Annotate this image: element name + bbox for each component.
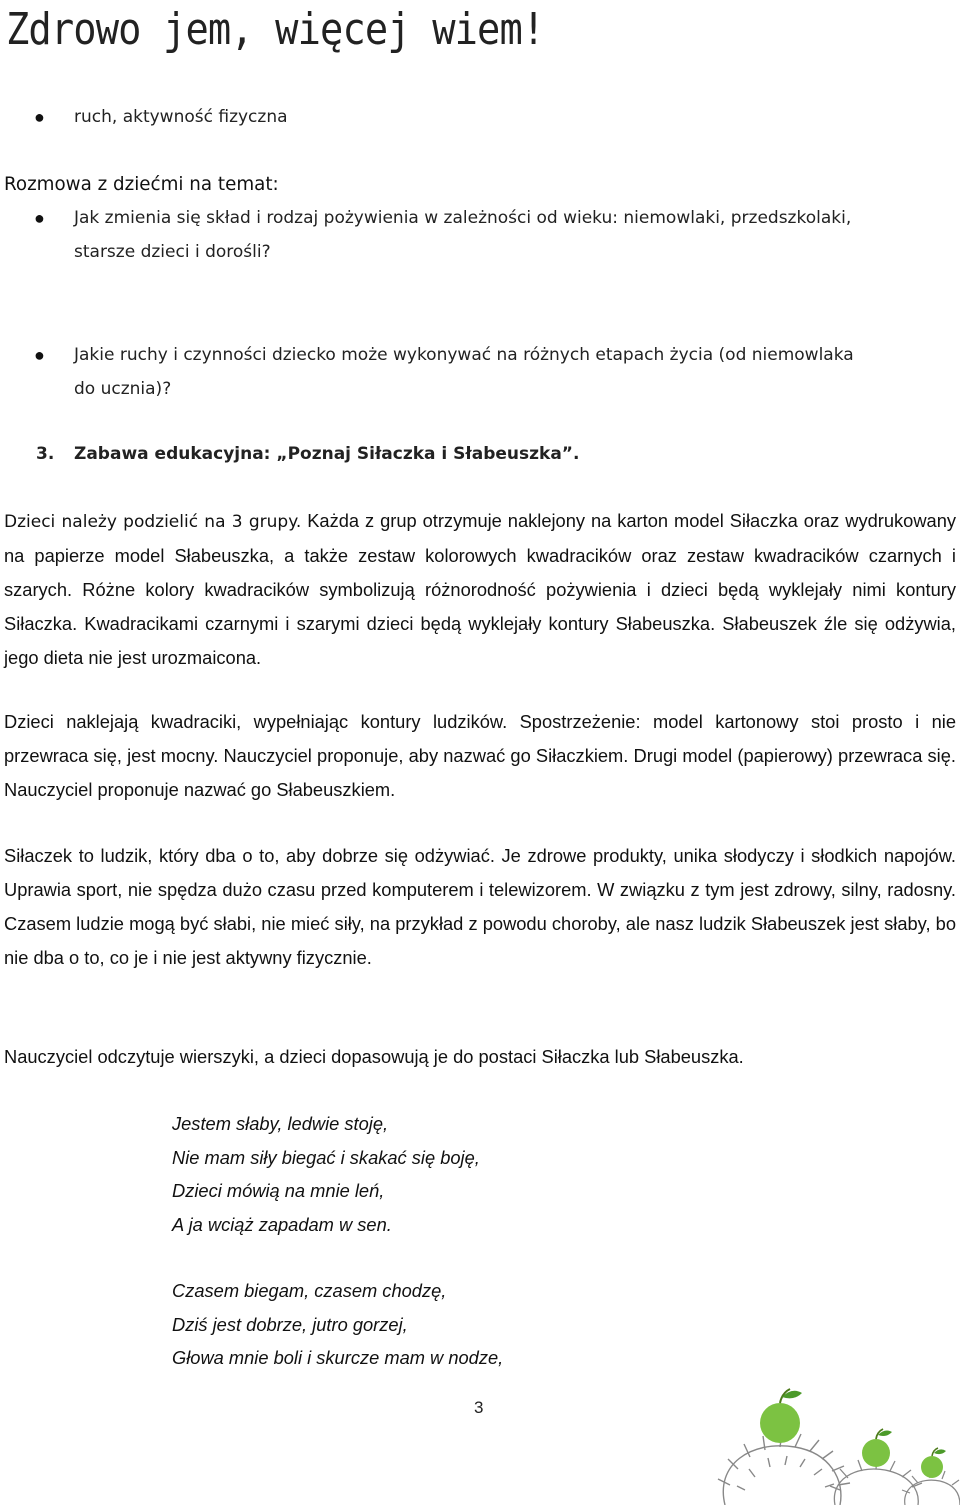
poem-line: Głowa mnie boli i skurcze mam w nodze, (172, 1347, 504, 1368)
poem (172, 1274, 503, 1375)
list-item-text: starsze dzieci i dorośli? (74, 242, 271, 262)
section-number: 3. (36, 444, 55, 464)
paragraph: Dzieci naklejają kwadraciki, wypełniając kontury ludzików. Spostrzeżenie: model kartonowy stoi prosto i nie przewraca się, jest mocny. Nauczyciel proponuje, aby nazwać go Siłaczkiem. Drugi model (papierowy) przewraca się. Nauczyciel proponuje nazwać go Słabeuszkiem. (4, 711, 956, 800)
apple-icon (862, 1429, 892, 1467)
poem-line: Dzieci mówią na mnie leń, (172, 1180, 385, 1201)
poem (172, 1107, 480, 1241)
bullet-dot-icon: ● (34, 345, 45, 365)
bullet-dot-icon: ● (34, 208, 45, 228)
apple-icon (921, 1448, 946, 1478)
poem-line: Czasem biegam, czasem chodzę, (172, 1280, 447, 1301)
paragraph-body: Każda z grup otrzymuje naklejony na karton model Siłaczka oraz wydrukowany na papierze model Słabeuszka, a także zestaw kolorowych kwadracików oraz zestaw kwadracików czarnych i szarych. Różne kolory kwadracików symbolizują różnorodność pożywienia i dzieci będą wyklejały nimi kontury Siłaczka. Kwadracikami czarnymi i szarymi dzieci będą wyklejały kontury Słabeuszka. Słabeuszek źle się odżywia, jego dieta nie jest urozmaicona. (4, 510, 957, 668)
poem-line: Dziś jest dobrze, jutro gorzej, (172, 1313, 408, 1335)
hedgehogs-with-apples-illustration (630, 1385, 960, 1505)
poem-line: Nie mam siły biegać i skakać się boję, (172, 1146, 480, 1168)
apple-icon (760, 1389, 802, 1443)
list-item-text: Jak zmienia się skład i rodzaj pożywienia w zależności od wieku: niemowlaki, przedszkolaki, (74, 208, 852, 228)
paragraph: Nauczyciel odczytuje wierszyki, a dzieci dopasowują je do postaci Siłaczka lub Słabeuszka. (4, 1046, 744, 1067)
hedgehog-icon (718, 1433, 850, 1505)
list-item-text: do ucznia)? (74, 379, 172, 399)
intro-text: Rozmowa z dziećmi na temat: (4, 174, 279, 195)
page-title: Zdrowo jem, więcej wiem! (6, 4, 545, 55)
bullet-dot-icon: ● (34, 107, 45, 127)
poem-line: A ja wciąż zapadam w sen. (172, 1213, 392, 1235)
paragraph: Siłaczek to ludzik, który dba o to, aby dobrze się odżywiać. Je zdrowe produkty, unika słodyczy i słodkich napojów. Uprawia sport, nie spędza dużo czasu przed komputerem i telewizorem. W związku z tym jest zdrowy, silny, radosny. Czasem ludzie mogą być słabi, nie mieć siły, na przykład z powodu choroby, ale nasz ludzik Słabeuszek jest słaby, bo nie dba o to, co je i nie jest aktywny fizycznie. (4, 845, 956, 968)
section-heading (36, 437, 579, 471)
page-number: 3 (474, 1398, 484, 1417)
section-title: Zabawa edukacyjna: „Poznaj Siłaczka i Słabeuszka”. (74, 444, 580, 464)
list-item-text: ruch, aktywność fizyczna (74, 107, 288, 127)
paragraph (4, 504, 956, 675)
poem-line: Jestem słaby, ledwie stoję, (172, 1113, 389, 1134)
paragraph-lead: Dzieci należy podzielić na 3 grupy. (4, 512, 302, 532)
list-item-text: Jakie ruchy i czynności dziecko może wykonywać na różnych etapach życia (od niemowlaka (74, 345, 854, 365)
